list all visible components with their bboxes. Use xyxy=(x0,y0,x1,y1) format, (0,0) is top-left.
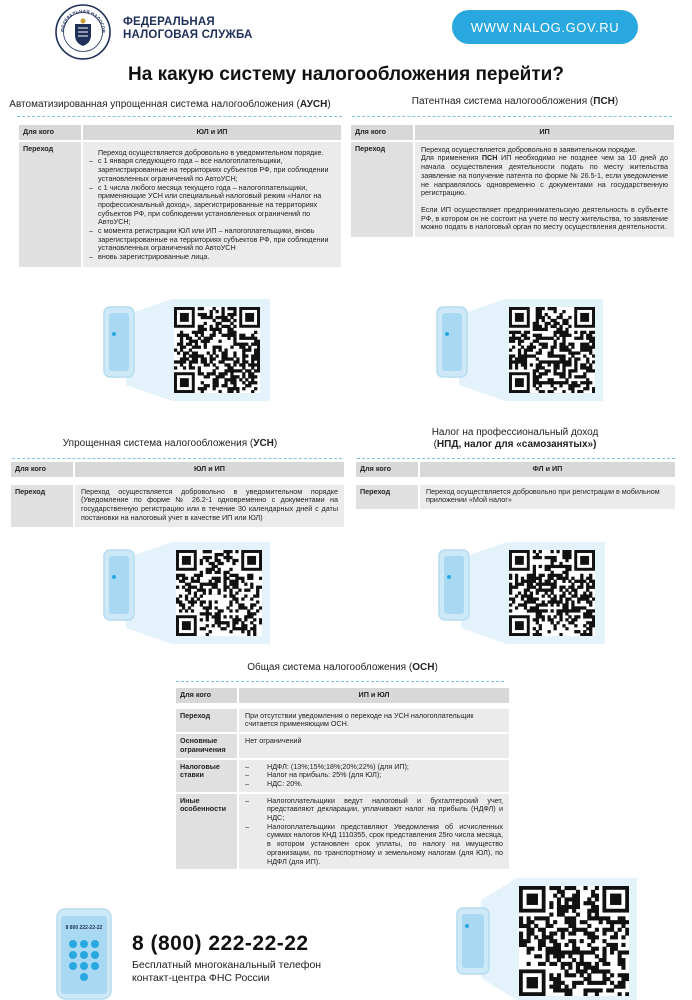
psn-row-label: Переход xyxy=(351,142,413,237)
osn-limits-label: Основные ограничения xyxy=(176,734,237,757)
psn-transition-row xyxy=(351,142,674,237)
npd-divider xyxy=(357,458,675,459)
ausn-intro: Переход осуществляется добровольно в уведомительном порядке. xyxy=(98,147,324,157)
psn-col-subjects: ИП xyxy=(415,125,674,140)
ausn-title-post: ) xyxy=(327,99,331,110)
psn-title xyxy=(350,96,680,108)
psn-qr-code[interactable] xyxy=(509,307,595,393)
npd-col-subjects: ФЛ и ИП xyxy=(420,462,675,477)
ausn-title-pre: Автоматизированная упрощенная система налогообложения ( xyxy=(9,99,300,110)
psn-p2: Если ИП осуществляет предпринимательскую деятельность в субъекте РФ, в котором он не состоит на учете по месту жительства, то заявление можно подать в налоговый орган по месту осуществления деятельности. xyxy=(421,204,668,232)
osn-title xyxy=(175,662,510,674)
usn-transition-row xyxy=(11,485,344,527)
npd-table xyxy=(356,462,675,511)
website-link[interactable]: WWW.NALOG.GOV.RU xyxy=(452,10,638,44)
osn-title-post: ) xyxy=(434,662,438,673)
ausn-col-who: Для кого xyxy=(19,125,81,140)
ausn-table xyxy=(19,125,341,269)
psn-header-row xyxy=(351,125,674,140)
psn-divider xyxy=(352,116,672,117)
ausn-row-label: Переход xyxy=(19,142,81,267)
usn-col-subjects: ЮЛ и ИП xyxy=(75,462,344,477)
ausn-transition-text xyxy=(83,142,341,267)
ausn-header-row xyxy=(19,125,341,140)
osn-transition-label: Переход xyxy=(176,709,237,732)
usn-title-abbr: УСН xyxy=(253,438,274,449)
fns-logo xyxy=(55,4,111,60)
list-item: – с 1 января следующего года – все налогоплательщики, зарегистрированные на территориях субъектов РФ, при соблюдении установленных ограничений по АвтоУСН; xyxy=(89,156,329,183)
list-item: – НДФЛ: (13%;15%;18%;20%;22%) (для ИП); xyxy=(245,761,409,771)
osn-rates-row xyxy=(176,760,509,792)
osn-table xyxy=(176,688,509,871)
osn-limits-row xyxy=(176,734,509,757)
npd-title-post: , налог для «самозанятых») xyxy=(458,439,597,450)
ausn-title-abbr: АУСН xyxy=(299,99,328,110)
usn-title xyxy=(0,438,340,450)
npd-qr-block xyxy=(437,542,605,644)
psn-p1-line: Переход осуществляется добровольно в заявительном порядке. xyxy=(421,144,638,154)
org-name-line1: ФЕДЕРАЛЬНАЯ xyxy=(123,16,215,28)
osn-transition-row xyxy=(176,709,509,732)
page-title: На какую систему налогообложения перейти? xyxy=(128,64,564,85)
list-item: – Налогоплательщики представляют Уведомления об исчисленных суммах налогов КНД 1110355, срок представления 25го числа месяца, в котором установлен срок уплаты, по налогу на имущество организации, по транспортному и земельному налогам (для ЮЛ), по НДФЛ (для ИП). xyxy=(245,821,503,866)
usn-table xyxy=(11,462,344,529)
list-item: – вновь зарегистрированные лица. xyxy=(89,252,210,262)
psn-transition-text xyxy=(415,142,674,237)
osn-other-row xyxy=(176,794,509,870)
usn-row-label: Переход xyxy=(11,485,73,527)
ausn-qr-code[interactable] xyxy=(174,307,260,393)
usn-qr-block xyxy=(102,542,270,644)
ausn-title xyxy=(0,99,340,111)
osn-col-who: Для кого xyxy=(176,688,237,703)
osn-divider xyxy=(176,681,504,682)
osn-transition-text: При отсутствии уведомления о переходе на УСН налогоплательщик считается применяющим ОСН. xyxy=(239,709,509,732)
psn-qr-block xyxy=(435,299,603,401)
usn-title-post: ) xyxy=(273,438,278,449)
usn-header-row xyxy=(11,462,344,477)
list-item: – с 1 числа любого месяца текущего года – налогоплательщики, применяющие УСН или специальный налоговый режим «Налог на профессиональный доход», зарегистрированные на территориях субъектов РФ, при соблюдении установленных ограничений по АвтоУСН; xyxy=(89,182,322,227)
hotline-desc-line2: контакт-центра ФНС России xyxy=(132,972,270,984)
ausn-divider xyxy=(17,116,342,117)
usn-title-pre: Упрощенная система налогообложения ( xyxy=(62,438,254,449)
osn-title-abbr: ОСН xyxy=(412,662,435,673)
npd-transition-row xyxy=(356,485,675,509)
osn-header-row xyxy=(176,688,509,703)
osn-rates-label: Налоговые ставки xyxy=(176,760,237,792)
npd-transition-text: Переход осуществляется добровольно при регистрации в мобильном приложении «Мой налог» xyxy=(420,485,675,509)
osn-col-subjects: ИП и ЮЛ xyxy=(239,688,509,703)
contact-qr-block xyxy=(455,878,637,1000)
ausn-transition-row xyxy=(19,142,341,267)
list-item: – с момента регистрации ЮЛ или ИП – налогоплательщики, вновь зарегистрированные на территориях субъектов РФ, при соблюдении установленных ограничений по АвтоУСН xyxy=(89,226,329,253)
npd-row-label: Переход xyxy=(356,485,418,509)
npd-qr-code[interactable] xyxy=(509,550,595,636)
psn-p1: Для применения ПСН ИП необходимо не позднее чем за 10 дней до начала осуществления деятельности подать по месту жительства заявление на получение патента по форме № 26.5-1, если уведомление не направлялось одновременно с документами на государственную регистрацию. xyxy=(421,153,668,198)
usn-col-who: Для кого xyxy=(11,462,73,477)
usn-qr-code[interactable] xyxy=(176,550,262,636)
osn-rates-list xyxy=(239,760,509,792)
org-name-line2: НАЛОГОВАЯ СЛУЖБА xyxy=(123,29,253,41)
npd-title: Налог на профессиональный доход (НПД, налог для «самозанятых») xyxy=(345,427,685,451)
osn-title-pre: Общая система налогообложения ( xyxy=(247,662,413,673)
usn-transition-text: Переход осуществляется добровольно в уведомительном порядке (Уведомление по форме № 26.2-1 одновременно с документами на государственную регистрацию или в течение 30 календарных дней с даты постановки на налоговый учет в качестве ИП или ЮЛ) xyxy=(75,485,344,527)
phone-keypad-icon xyxy=(56,908,112,1000)
org-name xyxy=(123,16,253,42)
npd-title-abbr: НПД xyxy=(436,439,459,450)
psn-title-post: ) xyxy=(614,96,619,107)
npd-title-line1: Налог на профессиональный доход xyxy=(431,427,599,438)
hotline-number[interactable]: 8 (800) 222-22-22 xyxy=(132,932,309,955)
hotline-desc-line1: Бесплатный многоканальный телефон xyxy=(132,959,322,971)
list-item: – Налогоплательщики ведут налоговый и бухгалтерский учет, представляют декларации, уплачивают налог на прибыль (НДФЛ) и НДС; xyxy=(245,795,503,823)
psn-table xyxy=(351,125,674,239)
psn-title-abbr: ПСН xyxy=(593,96,615,107)
osn-other-list xyxy=(239,794,509,870)
osn-limits-text: Нет ограничений xyxy=(239,734,509,757)
phone-small-number: 8 800 222-22-22 xyxy=(65,925,103,931)
npd-header-row xyxy=(356,462,675,477)
ausn-qr-block xyxy=(102,299,270,401)
contact-qr-code[interactable] xyxy=(519,886,629,996)
ausn-col-subjects: ЮЛ и ИП xyxy=(83,125,341,140)
osn-other-label: Иные особенности xyxy=(176,794,237,870)
hotline-description xyxy=(132,959,321,985)
psn-title-pre: Патентная система налогообложения ( xyxy=(411,96,594,107)
usn-divider xyxy=(12,458,342,459)
logo-ring-text: ФЕДЕРАЛЬНАЯ НАЛОГОВ xyxy=(59,8,107,33)
list-item: – Налог на прибыль: 25% (для ЮЛ); xyxy=(245,770,382,780)
npd-col-who: Для кого xyxy=(356,462,418,477)
list-item: – НДС: 20%. xyxy=(245,778,303,788)
psn-col-who: Для кого xyxy=(351,125,413,140)
